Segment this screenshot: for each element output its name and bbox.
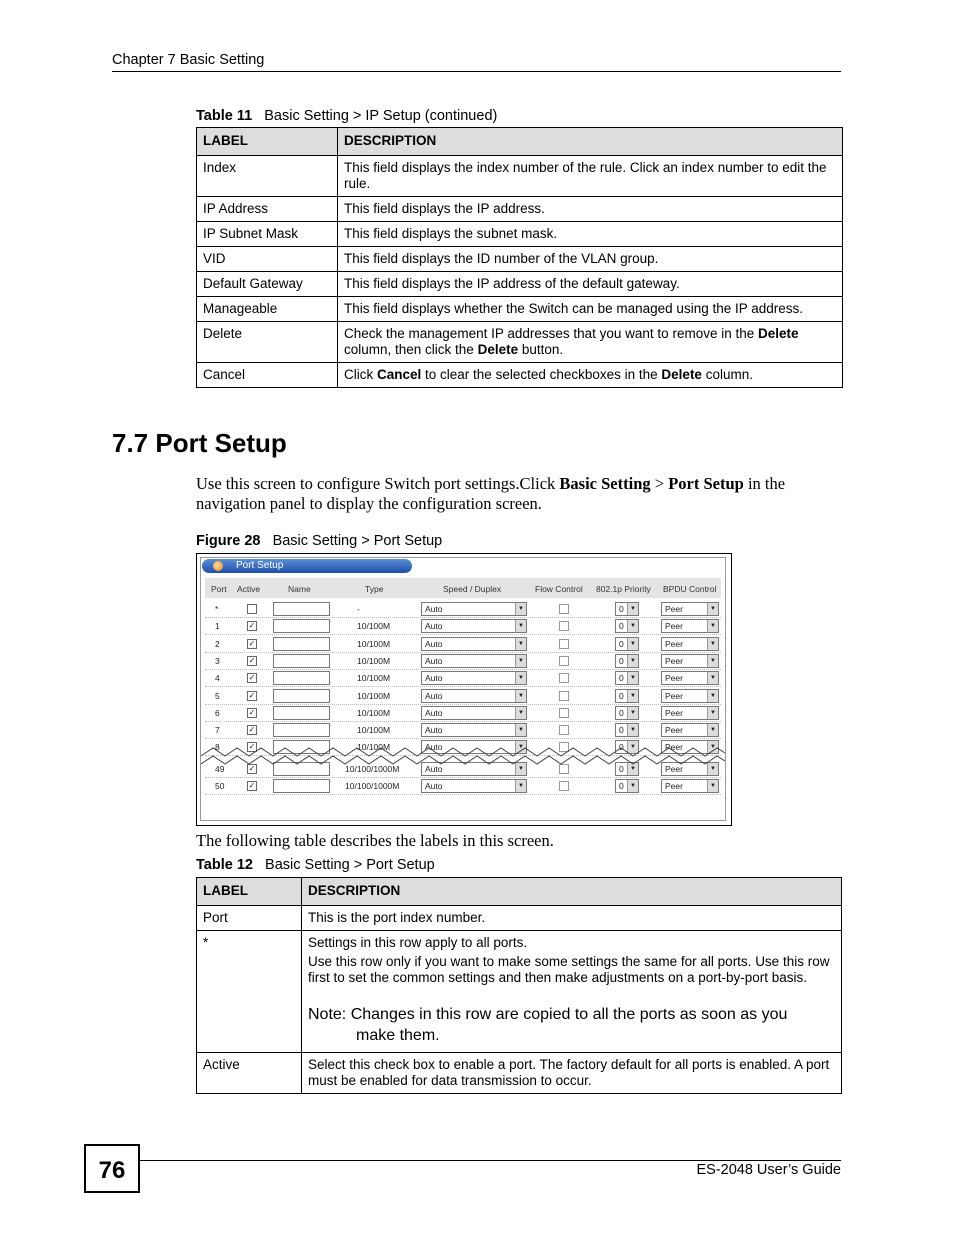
table-row <box>197 247 843 272</box>
port-row <box>205 600 721 618</box>
column-header-description: DESCRIPTION <box>338 128 843 156</box>
select-value: Auto <box>425 763 443 774</box>
desc-part: column. <box>701 367 753 382</box>
port-name-input[interactable] <box>273 706 330 720</box>
footer-rule <box>140 1160 841 1161</box>
col-port: Port <box>211 584 227 594</box>
guide-title: ES-2048 User’s Guide <box>696 1162 841 1178</box>
chevron-down-icon: ▼ <box>707 741 718 753</box>
col-priority: 802.1p Priority <box>596 584 651 594</box>
column-header-description: DESCRIPTION <box>302 878 842 906</box>
priority-select[interactable] <box>615 723 639 737</box>
flow-control-checkbox[interactable] <box>559 639 569 649</box>
priority-select[interactable] <box>615 671 639 685</box>
row-description: Select this check box to enable a port. The factory default for all ports is enabled. A port must be enabled for data transmission to occur. <box>302 1053 842 1094</box>
chevron-down-icon: ▼ <box>515 655 526 667</box>
chevron-down-icon: ▼ <box>627 620 638 632</box>
table-12-caption-label: Table 12 <box>196 857 253 873</box>
select-value: Auto <box>425 621 443 632</box>
note-line: Note: Changes in this row are copied to all the ports as soon as you <box>308 1006 788 1023</box>
port-number: 49 <box>215 763 225 774</box>
port-number: * <box>215 604 219 614</box>
row-label: Index <box>197 156 338 197</box>
speed-duplex-select[interactable] <box>421 654 527 668</box>
desc-paragraph: Use this row only if you want to make some settings the same for all ports. Use this row first to set the common settings and then make adjustments on a port-by-port basis. <box>308 954 830 985</box>
speed-duplex-select[interactable] <box>421 602 527 616</box>
chevron-down-icon: ▼ <box>707 763 718 775</box>
select-value: Auto <box>425 655 443 666</box>
select-value: 0 <box>619 690 624 701</box>
port-type: 10/100M <box>357 690 391 701</box>
figure-caption-label: Figure 28 <box>196 533 261 549</box>
chevron-down-icon: ▼ <box>627 763 638 775</box>
select-value: 0 <box>619 655 624 666</box>
chevron-down-icon: ▼ <box>627 707 638 719</box>
select-value: Peer <box>665 621 683 632</box>
port-type: 10/100M <box>357 707 391 718</box>
chevron-down-icon: ▼ <box>707 638 718 650</box>
select-value: 0 <box>619 604 624 614</box>
port-number: 8 <box>215 742 220 753</box>
row-label: Delete <box>197 322 338 363</box>
intro-part: in the navigation panel to display the configuration screen. <box>196 474 786 513</box>
port-number: 3 <box>215 655 220 666</box>
row-description <box>338 363 843 388</box>
select-value: Peer <box>665 655 683 666</box>
column-header-label: LABEL <box>197 128 338 156</box>
chevron-down-icon: ▼ <box>627 780 638 792</box>
chevron-down-icon: ▼ <box>627 672 638 684</box>
port-name-input[interactable] <box>273 723 330 737</box>
chevron-down-icon: ▼ <box>627 638 638 650</box>
row-description: This field displays whether the Switch can be managed using the IP address. <box>338 297 843 322</box>
select-value: Peer <box>665 690 683 701</box>
table-row <box>197 222 843 247</box>
port-name-input[interactable] <box>273 689 330 703</box>
bpdu-control-select[interactable] <box>661 671 719 685</box>
chevron-down-icon: ▼ <box>515 690 526 702</box>
select-value: Peer <box>665 781 683 791</box>
select-value: 0 <box>619 725 624 736</box>
table-header-row <box>197 128 843 156</box>
table-row <box>197 156 843 197</box>
active-checkbox[interactable]: ✓ <box>248 638 256 648</box>
desc-part: column, then click the <box>344 342 478 357</box>
port-number: 5 <box>215 690 220 701</box>
row-description: This field displays the index number of the rule. Click an index number to edit the rule. <box>338 156 843 197</box>
flow-control-checkbox[interactable] <box>559 621 569 631</box>
speed-duplex-select[interactable] <box>421 637 527 651</box>
active-checkbox[interactable]: ✓ <box>248 742 256 752</box>
desc-part: to clear the selected checkboxes in the <box>421 367 662 382</box>
flow-control-checkbox[interactable] <box>559 781 569 791</box>
select-value: Auto <box>425 604 443 614</box>
port-number: 50 <box>215 781 225 791</box>
port-row <box>205 617 721 635</box>
port-type: 10/100M <box>357 673 391 684</box>
port-number: 4 <box>215 673 220 684</box>
row-description: This field displays the subnet mask. <box>338 222 843 247</box>
col-type: Type <box>365 584 384 594</box>
row-description: This field displays the IP address. <box>338 197 843 222</box>
desc-part: Check the management IP addresses that you want to remove in the <box>344 326 758 341</box>
section-intro <box>196 474 836 514</box>
table-11-caption-label: Table 11 <box>196 108 253 124</box>
table-row <box>197 931 842 1053</box>
running-header: Chapter 7 Basic Setting <box>112 52 265 68</box>
section-title: 7.7 Port Setup <box>112 428 287 458</box>
chevron-down-icon: ▼ <box>627 603 638 615</box>
row-label: VID <box>197 247 338 272</box>
intro-part: > <box>650 474 669 493</box>
select-value: Auto <box>425 781 443 791</box>
row-description: This is the port index number. <box>302 906 842 931</box>
priority-select[interactable] <box>615 779 639 793</box>
table-row <box>197 322 843 363</box>
port-type: 10/100M <box>357 655 391 666</box>
flow-control-checkbox[interactable] <box>559 725 569 735</box>
select-value: 0 <box>619 673 624 684</box>
port-name-input[interactable] <box>273 619 330 633</box>
table-11 <box>196 127 843 388</box>
chevron-down-icon: ▼ <box>515 603 526 615</box>
select-value: Auto <box>425 725 443 736</box>
bpdu-control-select[interactable] <box>661 654 719 668</box>
priority-select[interactable] <box>615 706 639 720</box>
col-active: Active <box>237 584 261 594</box>
flow-control-checkbox[interactable] <box>559 691 569 701</box>
priority-select[interactable] <box>615 637 639 651</box>
col-name: Name <box>288 584 311 594</box>
table-12 <box>196 877 842 1094</box>
speed-duplex-select[interactable] <box>421 723 527 737</box>
port-number: 2 <box>215 638 220 649</box>
row-label: * <box>197 931 302 1053</box>
port-row <box>205 777 721 795</box>
active-checkbox[interactable] <box>247 604 257 614</box>
desc-bold: Delete <box>477 342 519 357</box>
port-row <box>205 652 721 670</box>
row-description <box>302 931 842 1053</box>
table-row <box>197 363 843 388</box>
port-type: 10/100/1000M <box>345 781 400 791</box>
active-checkbox[interactable]: ✓ <box>248 781 256 790</box>
row-label: IP Address <box>197 197 338 222</box>
chevron-down-icon: ▼ <box>707 780 718 792</box>
priority-select[interactable] <box>615 654 639 668</box>
select-value: Auto <box>425 638 443 649</box>
select-value: Peer <box>665 638 683 649</box>
port-name-input[interactable] <box>273 637 330 651</box>
port-setup-figure <box>196 553 732 826</box>
active-checkbox[interactable]: ✓ <box>248 707 256 717</box>
intro-part: Use this screen to configure Switch port settings.Click <box>196 474 560 493</box>
port-setup-screen <box>200 557 726 821</box>
desc-bold: Delete <box>758 326 799 341</box>
chevron-down-icon: ▼ <box>515 672 526 684</box>
table-11-caption-text: Basic Setting > IP Setup (continued) <box>264 108 498 124</box>
port-number: 7 <box>215 725 220 736</box>
select-value: Peer <box>665 763 683 774</box>
port-row <box>205 704 721 722</box>
priority-select[interactable] <box>615 689 639 703</box>
desc-part: button. <box>518 342 564 357</box>
chevron-down-icon: ▼ <box>707 603 718 615</box>
active-checkbox[interactable]: ✓ <box>248 673 256 683</box>
chevron-down-icon: ▼ <box>515 724 526 736</box>
flow-control-checkbox[interactable] <box>559 708 569 718</box>
row-description <box>338 322 843 363</box>
table-row <box>197 297 843 322</box>
panel-bullet-icon <box>213 561 223 571</box>
port-row <box>205 635 721 653</box>
priority-select[interactable] <box>615 602 639 616</box>
bpdu-control-select[interactable] <box>661 779 719 793</box>
port-row <box>205 721 721 739</box>
note-line: make them. <box>356 1027 440 1044</box>
flow-control-checkbox[interactable] <box>559 656 569 666</box>
active-checkbox[interactable]: ✓ <box>248 655 256 665</box>
table-row <box>197 272 843 297</box>
table-header-row <box>197 878 842 906</box>
table-row <box>197 906 842 931</box>
flow-control-checkbox[interactable] <box>559 604 569 614</box>
chevron-down-icon: ▼ <box>707 690 718 702</box>
page-number: 76 <box>84 1144 140 1193</box>
bpdu-control-select[interactable] <box>661 706 719 720</box>
chevron-down-icon: ▼ <box>515 780 526 792</box>
col-speed-duplex: Speed / Duplex <box>443 584 502 594</box>
active-checkbox[interactable]: ✓ <box>248 690 256 700</box>
chevron-down-icon: ▼ <box>515 741 526 753</box>
table-12-caption <box>196 857 435 873</box>
port-type: - <box>357 604 360 614</box>
active-checkbox[interactable]: ✓ <box>248 725 256 735</box>
row-label: Default Gateway <box>197 272 338 297</box>
port-number: 1 <box>215 621 220 632</box>
select-value: 0 <box>619 707 624 718</box>
active-checkbox[interactable]: ✓ <box>248 763 256 773</box>
select-value: 0 <box>619 763 624 774</box>
select-value: Auto <box>425 690 443 701</box>
select-value: 0 <box>619 742 624 753</box>
desc-bold: Delete <box>661 367 702 382</box>
chevron-down-icon: ▼ <box>515 707 526 719</box>
port-name-input[interactable] <box>273 602 330 616</box>
select-value: Peer <box>665 707 683 718</box>
port-name-input[interactable] <box>273 779 330 793</box>
chevron-down-icon: ▼ <box>627 724 638 736</box>
select-value: 0 <box>619 781 624 791</box>
row-label: Manageable <box>197 297 338 322</box>
select-value: Auto <box>425 707 443 718</box>
row-description: This field displays the IP address of the default gateway. <box>338 272 843 297</box>
select-value: Peer <box>665 742 683 753</box>
desc-part: Click <box>344 367 377 382</box>
select-value: Peer <box>665 725 683 736</box>
table-row <box>197 197 843 222</box>
select-value: Auto <box>425 742 443 753</box>
chevron-down-icon: ▼ <box>707 620 718 632</box>
port-table-header <box>205 578 721 598</box>
panel-title-bar <box>202 559 412 573</box>
col-flow-control: Flow Control <box>535 584 583 594</box>
speed-duplex-select[interactable] <box>421 619 527 633</box>
figure-28-caption <box>196 533 442 549</box>
port-row <box>205 669 721 687</box>
port-name-input[interactable] <box>273 654 330 668</box>
speed-duplex-select[interactable] <box>421 779 527 793</box>
select-value: 0 <box>619 621 624 632</box>
table-row <box>197 1053 842 1094</box>
priority-select[interactable] <box>615 619 639 633</box>
panel-title: Port Setup <box>236 560 284 571</box>
header-rule <box>112 71 841 72</box>
intro-bold: Basic Setting <box>559 474 651 493</box>
bpdu-control-select[interactable] <box>661 637 719 651</box>
select-value: 0 <box>619 638 624 649</box>
row-label: Port <box>197 906 302 931</box>
chevron-down-icon: ▼ <box>515 638 526 650</box>
row-label: Cancel <box>197 363 338 388</box>
flow-control-checkbox[interactable] <box>559 673 569 683</box>
speed-duplex-select[interactable] <box>421 671 527 685</box>
port-row <box>205 687 721 705</box>
chevron-down-icon: ▼ <box>627 655 638 667</box>
port-type: 10/100M <box>357 725 391 736</box>
port-number: 6 <box>215 707 220 718</box>
chevron-down-icon: ▼ <box>515 620 526 632</box>
active-checkbox[interactable]: ✓ <box>248 621 256 631</box>
row-description: This field displays the ID number of the VLAN group. <box>338 247 843 272</box>
select-value: Auto <box>425 673 443 684</box>
bpdu-control-select[interactable] <box>661 619 719 633</box>
bpdu-control-select[interactable] <box>661 602 719 616</box>
chevron-down-icon: ▼ <box>627 690 638 702</box>
bpdu-control-select[interactable] <box>661 689 719 703</box>
select-value: Peer <box>665 673 683 684</box>
chevron-down-icon: ▼ <box>707 672 718 684</box>
port-type: 10/100M <box>357 638 391 649</box>
col-bpdu-control: BPDU Control <box>663 584 717 594</box>
figure-followup-text: The following table describes the labels in this screen. <box>196 831 554 850</box>
chevron-down-icon: ▼ <box>627 741 638 753</box>
chevron-down-icon: ▼ <box>515 763 526 775</box>
break-marks-icon <box>201 744 725 766</box>
chevron-down-icon: ▼ <box>707 655 718 667</box>
speed-duplex-select[interactable] <box>421 689 527 703</box>
figure-caption-text: Basic Setting > Port Setup <box>272 533 443 549</box>
speed-duplex-select[interactable] <box>421 706 527 720</box>
intro-bold: Port Setup <box>668 474 744 493</box>
row-label: Active <box>197 1053 302 1094</box>
port-type: 10/100M <box>357 621 391 632</box>
select-value: Peer <box>665 604 683 614</box>
desc-bold: Cancel <box>377 367 422 382</box>
port-type: 10/100/1000M <box>345 763 400 774</box>
chevron-down-icon: ▼ <box>707 724 718 736</box>
desc-paragraph: Settings in this row apply to all ports. <box>308 935 528 950</box>
chevron-down-icon: ▼ <box>707 707 718 719</box>
bpdu-control-select[interactable] <box>661 723 719 737</box>
table-11-caption <box>196 108 497 124</box>
port-name-input[interactable] <box>273 671 330 685</box>
column-header-label: LABEL <box>197 878 302 906</box>
port-type: 10/100M <box>357 742 391 753</box>
table-12-caption-text: Basic Setting > Port Setup <box>265 857 435 873</box>
row-label: IP Subnet Mask <box>197 222 338 247</box>
